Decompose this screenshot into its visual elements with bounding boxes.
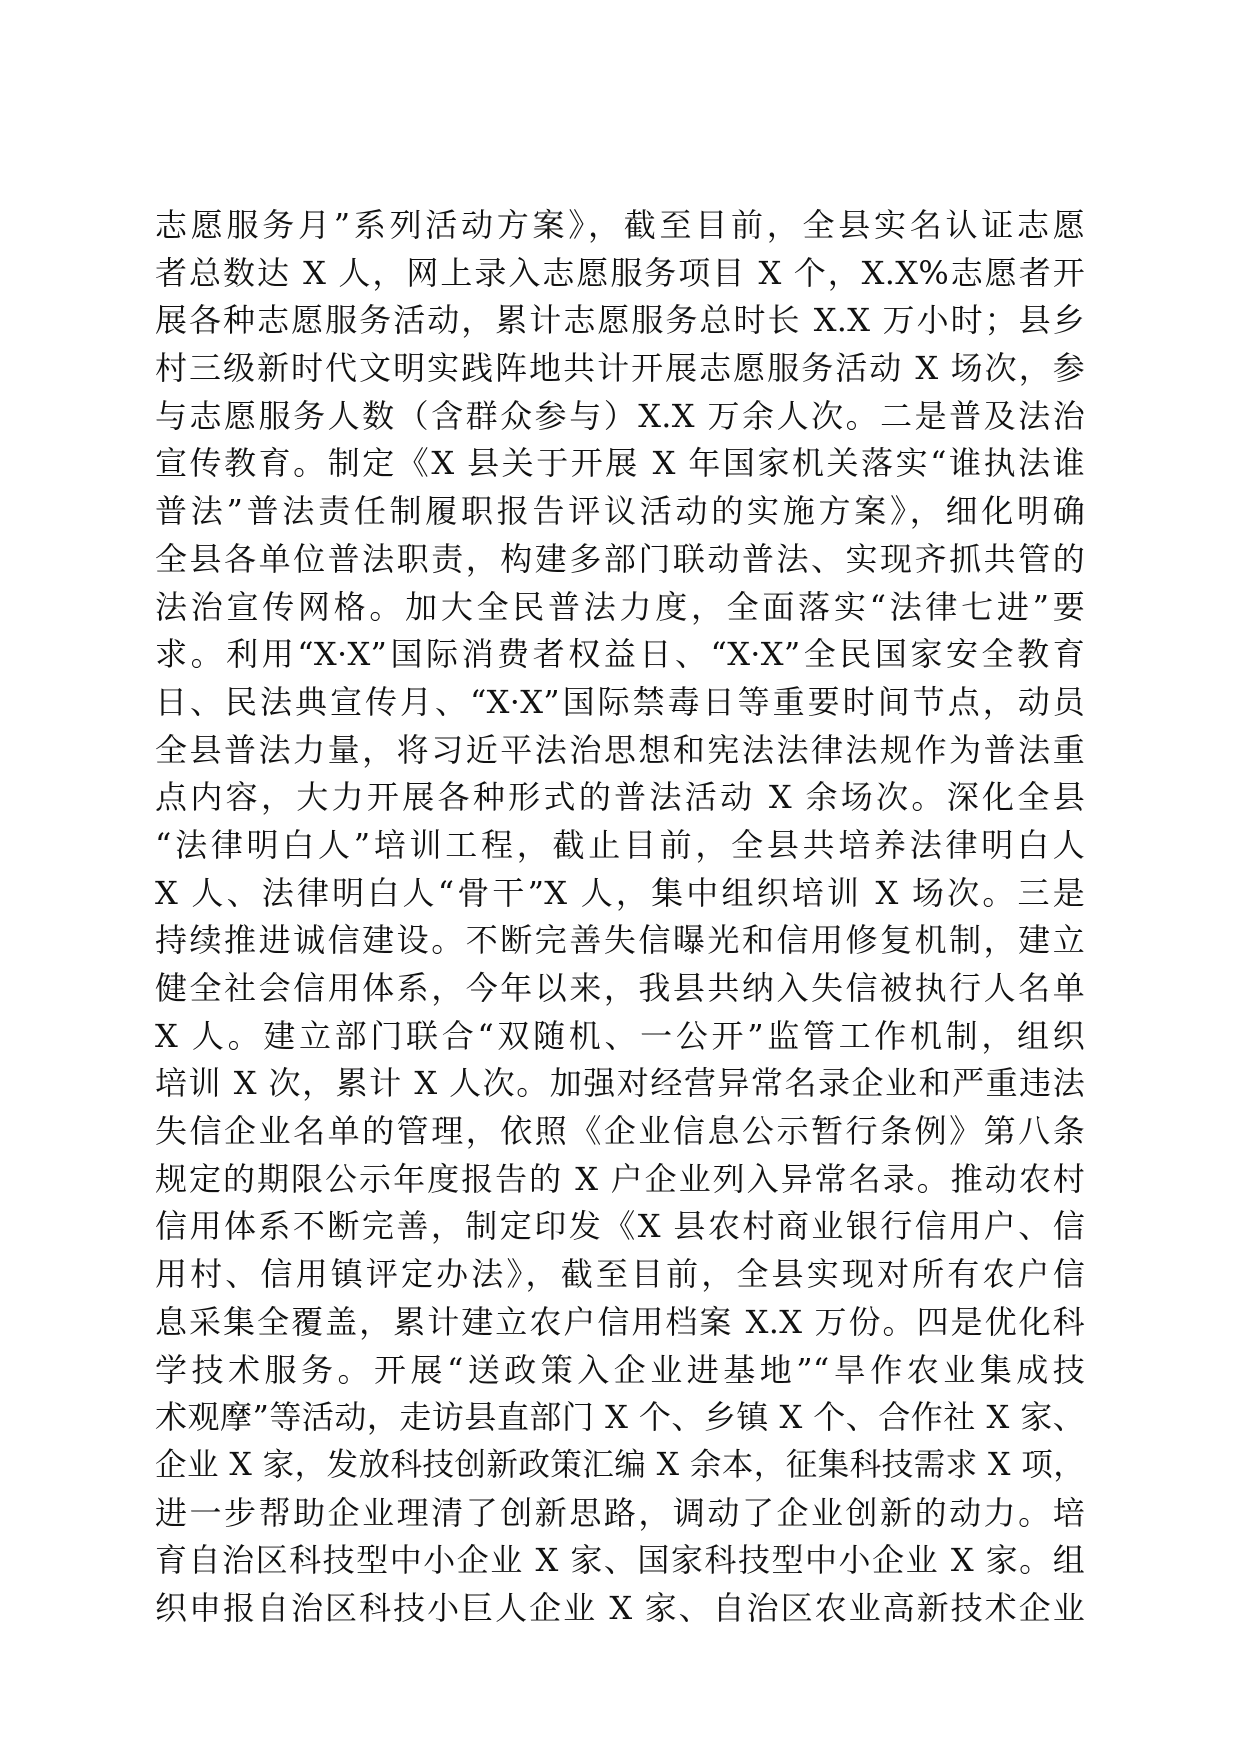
text-line: 村三级新时代文明实践阵地共计开展志愿服务活动 X 场次，参 xyxy=(155,349,1085,388)
text-line: 者总数达 X 人，网上录入志愿服务项目 X 个，X.X%志愿者开 xyxy=(155,253,1085,292)
text-line: 术观摩”等活动，走访县直部门 X 个、乡镇 X 个、合作社 X 家、 xyxy=(155,1398,1085,1437)
text-line: 信用体系不断完善，制定印发《X 县农村商业银行信用户、信 xyxy=(155,1207,1085,1246)
text-line: 织申报自治区科技小巨人企业 X 家、自治区农业高新技术企业 xyxy=(155,1588,1085,1627)
text-line: 持续推进诚信建设。不断完善失信曝光和信用修复机制，建立 xyxy=(155,921,1085,960)
text-line: 与志愿服务人数（含群众参与）X.X 万余人次。二是普及法治 xyxy=(155,396,1085,435)
text-line: 失信企业名单的管理，依照《企业信息公示暂行条例》第八条 xyxy=(155,1112,1085,1151)
text-line: 法治宣传网格。加大全民普法力度，全面落实“法律七进”要 xyxy=(155,587,1085,626)
text-line: “法律明白人”培训工程，截止目前，全县共培养法律明白人 xyxy=(155,825,1085,864)
text-line: 日、民法典宣传月、“X·X”国际禁毒日等重要时间节点，动员 xyxy=(155,682,1085,721)
text-line: 培训 X 次，累计 X 人次。加强对经营异常名录企业和严重违法 xyxy=(155,1064,1085,1103)
text-line: X 人、法律明白人“骨干”X 人，集中组织培训 X 场次。三是 xyxy=(155,873,1085,912)
text-line: 求。利用“X·X”国际消费者权益日、“X·X”全民国家安全教育 xyxy=(155,635,1085,674)
text-line: 普法”普法责任制履职报告评议活动的实施方案》，细化明确 xyxy=(155,492,1085,531)
text-line: 学技术服务。开展“送政策入企业进基地”“旱作农业集成技 xyxy=(155,1350,1085,1389)
text-line: X 人。建立部门联合“双随机、一公开”监管工作机制，组织 xyxy=(155,1016,1085,1055)
text-line: 健全社会信用体系，今年以来，我县共纳入失信被执行人名单 xyxy=(155,969,1085,1007)
text-line: 志愿服务月”系列活动方案》，截至目前，全县实名认证志愿 xyxy=(155,206,1085,244)
text-line: 规定的期限公示年度报告的 X 户企业列入异常名录。推动农村 xyxy=(155,1159,1085,1198)
text-line: 点内容，大力开展各种形式的普法活动 X 余场次。深化全县 xyxy=(155,778,1085,817)
text-line: 育自治区科技型中小企业 X 家、国家科技型中小企业 X 家。组 xyxy=(155,1541,1085,1580)
text-line: 宣传教育。制定《X 县关于开展 X 年国家机关落实“谁执法谁 xyxy=(155,444,1085,483)
text-line: 企业 X 家，发放科技创新政策汇编 X 余本，征集科技需求 X 项， xyxy=(155,1446,1085,1483)
body-paragraph xyxy=(155,202,1085,1633)
text-line: 息采集全覆盖，累计建立农户信用档案 X.X 万份。四是优化科 xyxy=(155,1302,1085,1341)
text-line: 全县各单位普法职责，构建多部门联动普法、实现齐抓共管的 xyxy=(155,539,1085,578)
text-line: 进一步帮助企业理清了创新思路，调动了企业创新的动力。培 xyxy=(155,1493,1085,1532)
text-line: 全县普法力量，将习近平法治思想和宪法法律法规作为普法重 xyxy=(155,730,1085,769)
text-line: 展各种志愿服务活动，累计志愿服务总时长 X.X 万小时；县乡 xyxy=(155,301,1085,340)
text-line: 用村、信用镇评定办法》，截至目前，全县实现对所有农户信 xyxy=(155,1255,1085,1294)
